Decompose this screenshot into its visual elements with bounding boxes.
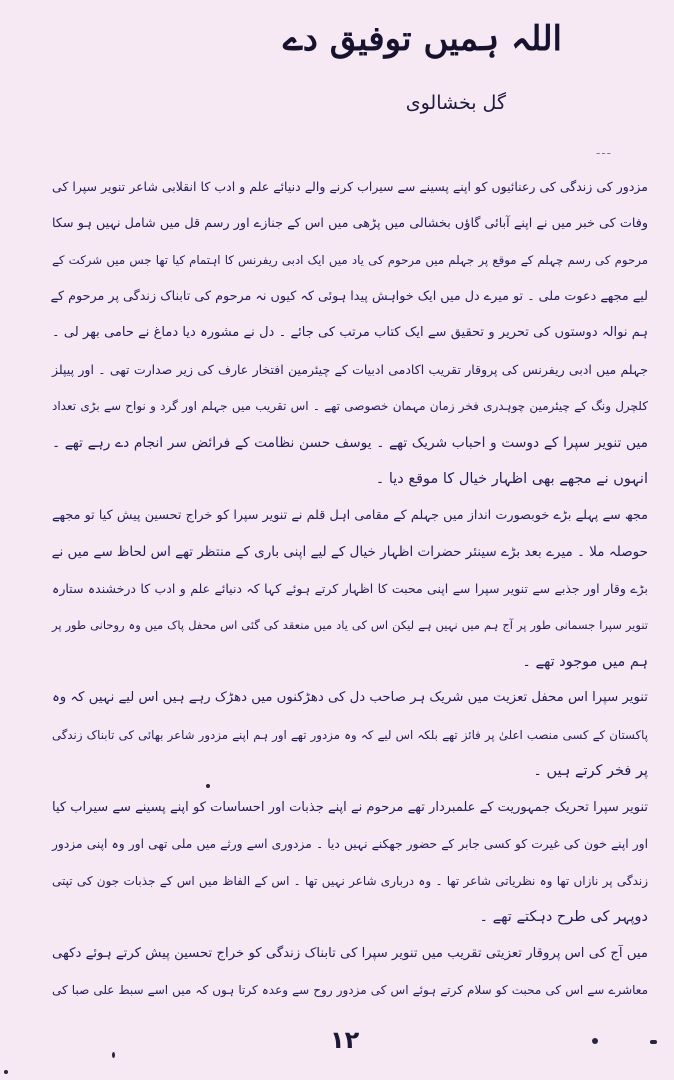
text-line: معاشرے سے اس کی محبت کو سلام کرتے ہوئے اس کی مزدور روح سے وعدہ کرتا ہوں کہ میں اسے سبط علی صبا کی	[52, 983, 648, 997]
text-line: مجھ سے پہلے بڑے خوبصورت انداز میں جہلم کے مقامی اہل قلم نے تنویر سپرا کو خراج تحسین پیش کیا تو مجھے	[52, 507, 648, 523]
text-line: حوصلہ ملا ۔ میرے بعد بڑے سینئر حضرات اظہار خیال کے لیے اپنی باری کے منتظر تھے اس لحاظ سے میں نے	[51, 544, 648, 560]
scan-speck	[650, 1040, 657, 1044]
text-line: وفات کی خبر میں نے اپنے آبائی گاؤں بخشالی میں پڑھی میں اس کے جنازے اور رسم قل میں شامل نہیں ہو سکا	[52, 215, 648, 231]
scan-speck	[592, 1038, 598, 1044]
scan-speck	[4, 1070, 8, 1074]
author-name: گل بخشالوی	[405, 92, 506, 114]
text-line: لیے مجھے دعوت ملی ۔ تو میرے دل میں ایک خواہش پیدا ہوئی کہ کیوں نہ مرحوم کی تابناک زندگی پر مرحوم کے	[50, 288, 648, 304]
text-line: بڑے وقار اور جذبے سے تنویر سپرا سے اپنی محبت کا اظہار کرتے ہوئے کہا کہ دنیائے علم و ادب کا درخشندہ ستارہ	[52, 580, 648, 596]
text-line: پر فخر کرتے ہیں ۔	[533, 763, 648, 779]
page-number: ۱۲	[330, 1026, 360, 1054]
text-line: پاکستان کے کسی منصب اعلیٰ پر فائز تھے بلکہ اس لیے کہ وہ مزدور تھے اور ہم اپنے مزدور شاعر بھائی کی تابناک زندگی	[52, 727, 648, 742]
text-line: کلچرل ونگ کے چیئرمین چوہدری فخر زمان مہمان خصوصی تھے ۔ اس تقریب میں جہلم اور گرد و نواح سے بڑی تعداد	[52, 399, 648, 413]
text-line: اور اپنے خون کی غیرت کو کسی جابر کے حضور جھکنے نہیں دیا ۔ مزدوری اسے ورثے میں ملی تھی اور وہ اپنی مزدور	[52, 837, 648, 851]
text-line: ہم نوالہ دوستوں کی تحریر و تحقیق سے ایک کتاب مرتب کی جائے ۔ دل نے مشورہ دیا دماغ نے حامی بھر لی ۔	[52, 325, 648, 340]
text-line: زندگی پر نازاں تھا وہ نظریاتی شاعر تھا ۔ وہ درباری شاعر نہیں تھا ۔ اس کے الفاظ میں اس کے جذبات جون کی تپتی	[52, 873, 648, 888]
article-title: اللہ ہمیں توفیق دے	[282, 19, 562, 59]
text-line: تنویر سپرا تحریک جمہوریت کے علمبردار تھے مرحوم نے اپنے جذبات اور احساسات کو اپنے پسینے سے سیراب کیا	[52, 799, 648, 815]
text-line: انہوں نے مجھے بھی اظہار خیال کا موقع دیا ۔	[375, 471, 648, 487]
scan-speck	[206, 784, 210, 788]
text-line: میں تنویر سپرا کے دوست و احباب شریک تھے ۔ یوسف حسن نظامت کے فرائض سر انجام دے رہے تھے ۔	[52, 434, 648, 451]
scan-speck	[112, 1052, 115, 1058]
text-line: تنویر سپرا جسمانی طور پر آج ہم میں نہیں ہے لیکن اس کی یاد میں منعقد کی گئی اس محفل پاک میں وہ روحانی طور پر	[52, 618, 648, 632]
text-line: مرحوم کی رسم چہلم کے موقع پر جہلم میں مرحوم کی یاد میں ایک ادبی ریفرنس کا اہتمام کیا تھا جس میں شرکت کے	[52, 253, 648, 267]
text-line: جہلم میں ادبی ریفرنس کی پروقار تقریب اکادمی ادبیات کے چیئرمین افتخار عارف کی زیر صدارت تھی ۔ اور پیپلز	[52, 361, 648, 377]
text-line: مزدور کی زندگی کی رعنائیوں کو اپنے پسینے سے سیراب کرنے والے دنیائے علم و ادب کا انقلابی شاعر تنویر سپرا کی	[52, 179, 648, 194]
text-line: ہم میں موجود تھے ۔	[522, 653, 648, 670]
text-line: میں آج کی اس پروقار تعزیتی تقریب میں تنویر سپرا کی تابناک زندگی کو خراج تحسین پیش کرتے ہوئے دکھی	[52, 945, 648, 961]
separator-dashes: ---	[596, 146, 612, 160]
text-line: تنویر سپرا اس محفل تعزیت میں شریک ہر صاحب دل کی دھڑکنوں میں دھڑک رہے ہیں اس لیے نہیں کہ وہ	[52, 690, 648, 705]
text-line: دوپہر کی طرح دہکتے تھے ۔	[479, 909, 648, 925]
